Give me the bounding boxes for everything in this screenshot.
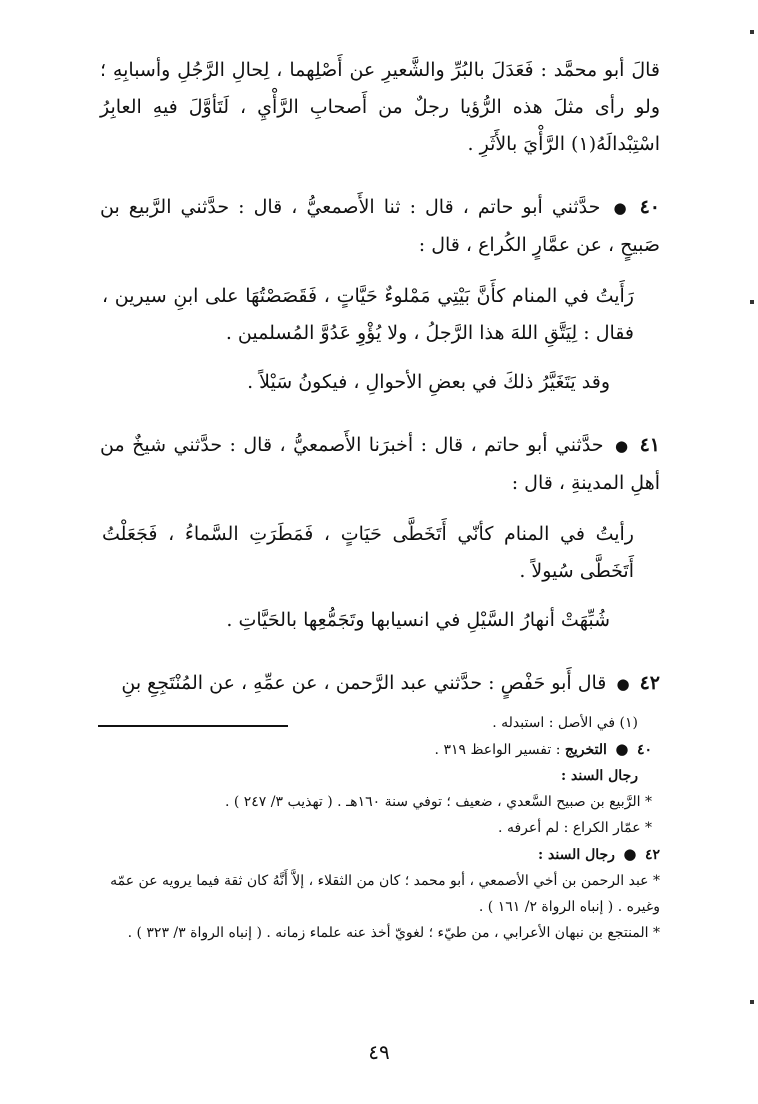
hadith-41 (100, 427, 660, 639)
hadith-40 (100, 189, 660, 401)
footnotes (100, 710, 660, 946)
rijal-item: * الرَّبيع بن صبيح السَّعدي ، ضعيف ؛ توفي سنة ١٦٠هـ . ( تهذيب ٣/ ٢٤٧ ) . (224, 794, 652, 810)
bullet-icon: ● (615, 740, 629, 758)
bullet-icon: ● (616, 675, 630, 693)
hadith-number: ٤٠ (639, 196, 661, 218)
hadith-narration (100, 516, 660, 639)
edge-mark (750, 300, 754, 304)
hadith-isnad: حدَّثني أبو حاتم ، قال : أخبرَنا الأَصمعيُّ ، قال : حدَّثني شيخٌ من أهلِ المدينةِ ، قال : (100, 434, 660, 494)
hadith-42 (100, 665, 660, 703)
hadith-narration (100, 278, 660, 401)
rijal-item: * المنتجع بن نبهان الأعرابي ، من طيّء ؛ لغويّ أخذ عنه علماء زمانه . ( إنباه الرواة ٣/ ٣٢٣ ) . (127, 925, 660, 941)
hadith-number: ٤١ (639, 434, 660, 456)
bullet-icon: ● (615, 437, 629, 455)
hadith-isnad: حدَّثني أبو حاتم ، قال : ثنا الأَصمعيُّ ، قال : حدَّثني الرَّبيع بن صَبيحٍ ، عن عمَّارٍ الكُراع ، قال : (100, 196, 660, 256)
rijal-heading: رجال السند : (561, 768, 638, 784)
footnote-number: ٤٢ (644, 847, 660, 863)
takhrij-text: : تفسير الواعظ ٣١٩ . (434, 742, 561, 758)
bullet-icon: ● (623, 845, 637, 863)
takhrij-label: التخريج (564, 742, 607, 758)
hadith-dream: رَأَيتُ في المنام كأَنَّ بَيْتِي مَمْلوءٌ حَيَّاتٍ ، فَقَصَصْتُهَا على ابنِ سيرين ، فقال : لِيَتَّقِ اللهَ هذا الرَّجلُ ، ولا يُؤْوِ عَدُوَّ المُسلمين . (102, 285, 634, 344)
edge-mark (750, 30, 754, 34)
hadith-comment: وقد يَتَغَيَّرُ ذلكَ في بعضِ الأحوالِ ، فيكونُ سَيْلاً . (247, 371, 610, 393)
rijal-heading: رجال السند : (537, 847, 615, 863)
hadith-text: قال أَبو حَفْصٍ : حدَّثني عبد الرَّحمن ، عن عمِّهِ ، عن المُنْتَجِعِ بنِ (121, 672, 607, 694)
hadith-number: ٤٢ (639, 672, 660, 694)
bullet-icon: ● (613, 199, 627, 217)
footnote-number: ٤٠ (636, 742, 652, 758)
rijal-line (100, 841, 660, 868)
footnote-1: (١) في الأصل : استبدله . (492, 715, 638, 731)
intro-paragraph: قالَ أبو محمَّد : فَعَدَلَ بالبُرِّ والشَّعيرِ عن أَصْلِهما ، لِحالِ الرَّجُلِ وأسبابِهِ ؛ ولو رأى مثلَ هذه الرُّؤيا رجلٌ من أَصحابِ الرَّأْيِ ، لَتَأوَّلَ فيهِ العابِرُ اسْتِبْدالَهُ(١) الرَّأْيَ بالأَثَرِ . (100, 59, 660, 155)
hadith-dream: رأيتُ في المنام كأنّي أَتَخَطَّى حَيَاتٍ ، فَمَطَرَتِ السَّماءُ ، فَجَعَلْتُ أَتَخَطَّى سُيولاً . (102, 523, 634, 582)
main-text (100, 52, 660, 727)
takhrij-line (100, 736, 660, 763)
page-number: ٤٩ (368, 1040, 390, 1064)
edge-mark (750, 1000, 754, 1004)
rijal-item: * عبد الرحمن بن أخي الأصمعي ، أبو محمد ؛ كان من الثقلاء ، إلاَّ أَنَّهُ كان ثقة فيما يرويه عن عمّه وغيره . ( إنباه الرواة ٢/ ١٦١ ) . (110, 873, 660, 915)
hadith-comment: شُبِّهَتْ أنهارُ السَّيْلِ في انسيابها وتَجَمُّعِها بالحَيَّاتِ . (226, 609, 610, 631)
rijal-item: * عمّار الكراع : لم أعرفه . (498, 820, 652, 836)
